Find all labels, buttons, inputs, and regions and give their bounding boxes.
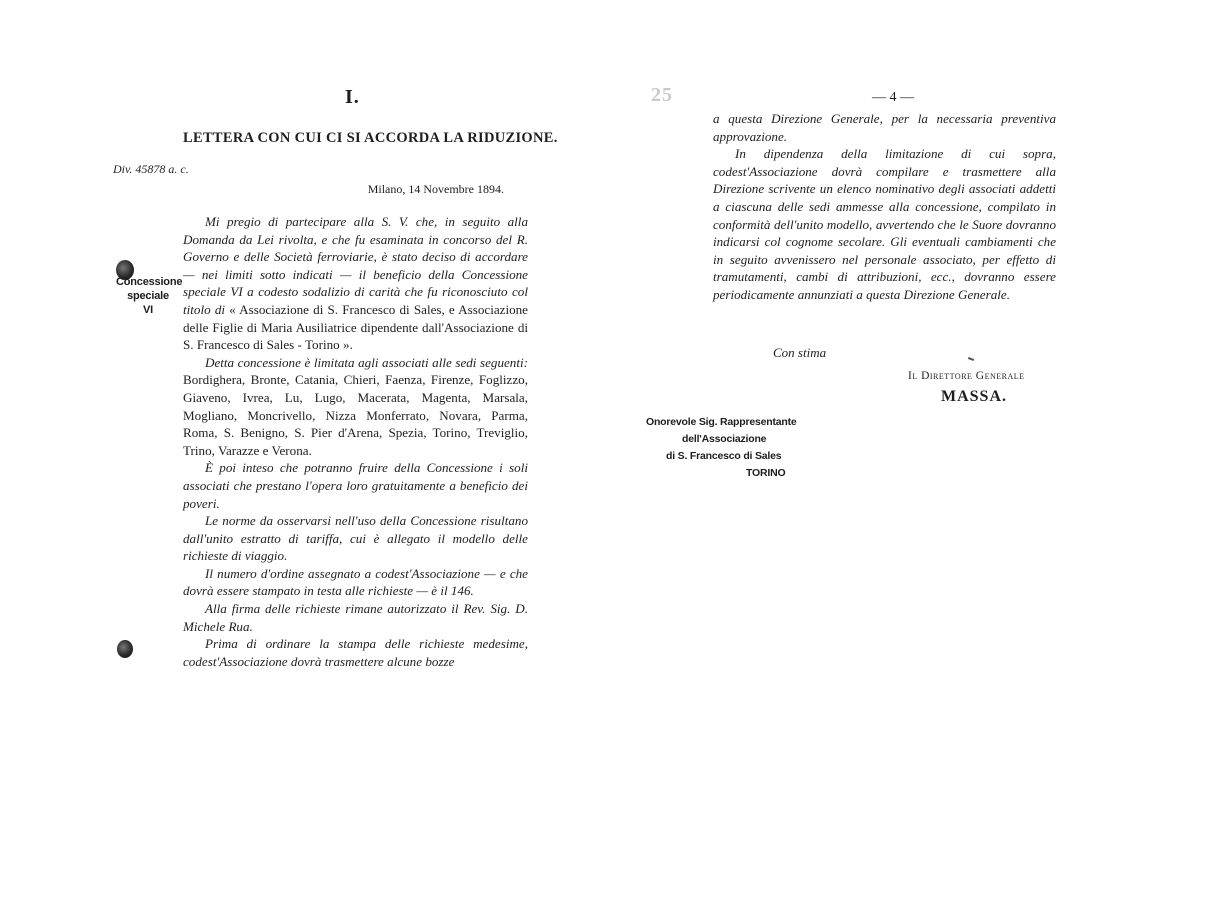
page-number: — 4 — (872, 90, 914, 105)
addressee-line: Onorevole Sig. Rappresentante (646, 416, 797, 428)
margin-note (116, 275, 183, 317)
paragraph-text: Mi pregio di partecipare alla S. V. che, in seguito alla Domanda da Lei rivolta, e che fu esaminata in concorso del R. Governo e delle Società ferroviarie, è stato deciso di accordare — nei limiti sotto indicati — il beneficio della Concessione speciale VI a codesto sodalizio di carità che fu riconosciuto col titolo di (183, 214, 528, 317)
addressee-line: dell'Associazione (682, 433, 767, 445)
addressee-block (646, 414, 797, 482)
letter-title: LETTERA CON CUI CI SI ACCORDA LA RIDUZIONE. (183, 130, 558, 146)
signer-name: MASSA. (941, 388, 1008, 405)
ink-blot-mark (117, 640, 133, 658)
paragraph: Alla firma delle richieste rimane autorizzato il Rev. Sig. D. Michele Rua. (183, 601, 528, 634)
bleed-through-mark: 25 (651, 84, 673, 106)
paragraph-text: Bordighera, Bronte, Catania, Chieri, Faenza, Firenze, Foglizzo, Giaveno, Ivrea, Lu, Lugo, Macerata, Magenta, Marsala, Mogliano, Moncrivello, Nizza Monferrato, Novara, Parma, Roma, S. Benigno, S. Pier d'Arena, Spezia, Torino, Treviglio, Trino, Varazze e Verona. (183, 372, 528, 458)
addressee-line: di S. Francesco di Sales (666, 450, 782, 462)
closing-salutation: Con stima (773, 345, 827, 360)
paragraph: a questa Direzione Generale, per la necessaria preventiva approvazione. (713, 111, 1056, 144)
signer-title: Il Direttore Generale (908, 370, 1025, 382)
margin-note-line: Concessione (116, 276, 183, 288)
paragraph-text: « Associazione di S. Francesco di Sales, e Associazione delle Figlie di Maria Ausiliatrice dipendente dall'Associazione di S. Francesco di Sales - Torino ». (183, 301, 528, 353)
paragraph (183, 354, 528, 460)
margin-note-line: VI (143, 304, 153, 316)
margin-note-line: speciale (127, 290, 169, 302)
paragraph: In dipendenza della limitazione di cui sopra, codest'Associazione dovrà compilare e trasmettere alla Direzione scrivente un elenco nominativo degli associati addetti a ciascuna delle sedi ammesse alla concessione, compilato in conformità dell'unito modello, avvertendo che le Suore dovranno indicarsi col cognome secolare. Gli eventuali cambiamenti che in seguito avvenissero nel personale associato, per effetto di tramutamenti, cambi di attribuzioni, ecc., dovranno essere periodicamente annunziati a questa Direzione Generale. (713, 146, 1056, 302)
paragraph (183, 213, 528, 354)
letter-date: Milano, 14 Novembre 1894. (367, 182, 504, 196)
paragraph: Il numero d'ordine assegnato a codest'Associazione — e che dovrà essere stampato in testa alle richieste — è il 146. (183, 565, 528, 599)
addressee-line: TORINO (746, 467, 786, 479)
paragraph: Le norme da osservarsi nell'uso della Concessione risultano dall'unito estratto di tariffa, cui è allegato il modello delle richieste di viaggio. (183, 513, 528, 564)
paragraph: Prima di ordinare la stampa delle richieste medesime, codest'Associazione dovrà trasmettere alcune bozze (183, 636, 528, 669)
section-number: I. (345, 86, 360, 108)
letter-body-continued (713, 110, 1056, 304)
pen-mark (968, 357, 974, 361)
paragraph: È poi inteso che potranno fruire della Concessione i soli associati che prestano l'opera loro gratuitamente a beneficio dei poveri. (183, 460, 528, 511)
paragraph-text: Detta concessione è limitata agli associati alle sedi seguenti: (205, 354, 528, 370)
letter-body (183, 213, 528, 670)
protocol-number: Div. 45878 a. c. (113, 162, 189, 176)
